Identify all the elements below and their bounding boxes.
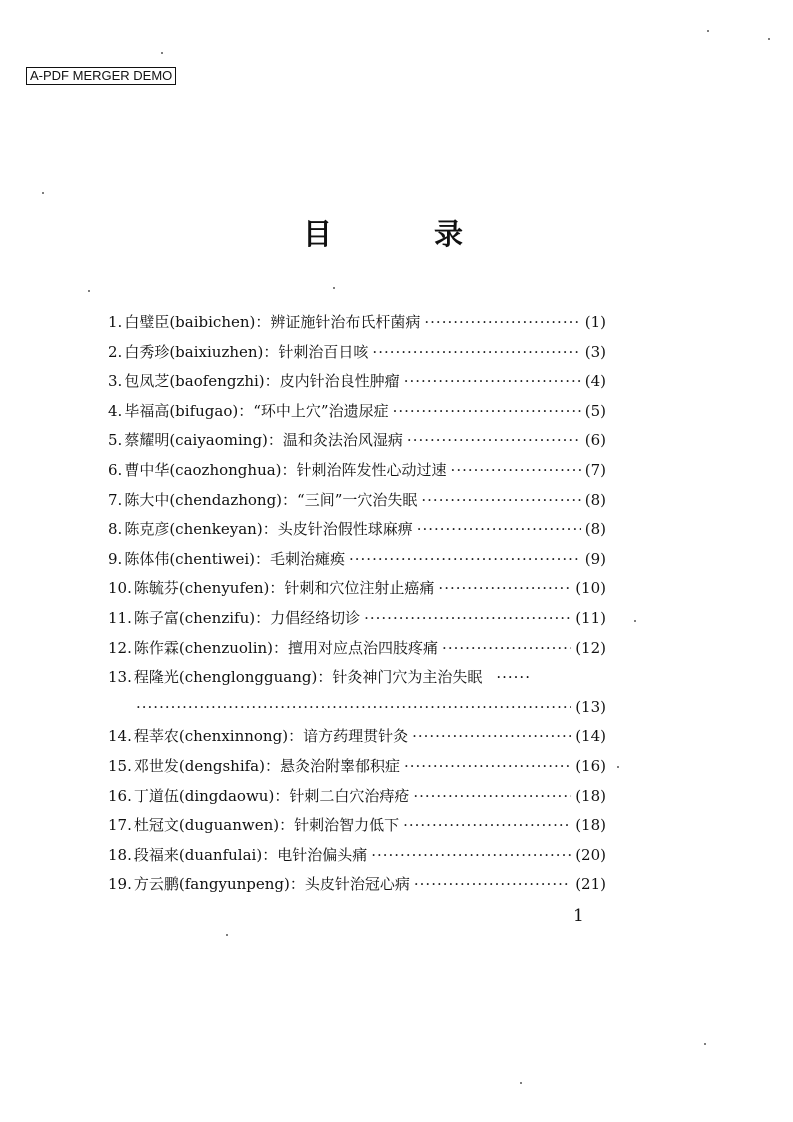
toc-entry: [108, 811, 606, 841]
toc-page-ref: (20): [575, 845, 606, 864]
toc-entry-topic: ：电针治偏头痛: [262, 845, 368, 864]
toc-page-ref: (10): [575, 579, 606, 598]
toc-entry-pinyin: (chenzuolin): [178, 638, 274, 657]
toc-entry-topic: ：针刺和穴位注射止癌痛: [269, 579, 435, 598]
toc-dot-leader: ······: [496, 668, 531, 687]
toc-entry-name: 杜冠文: [133, 816, 179, 835]
toc-entry-name: 白璧臣: [124, 313, 170, 331]
toc-entry: [108, 308, 606, 338]
toc-entry-text: [108, 811, 399, 841]
toc-entry-name: 邓世发: [133, 756, 179, 775]
toc-page-ref: (16): [575, 756, 606, 775]
toc-page-ref: (1): [584, 313, 606, 331]
toc-entry-name: 曹中华: [124, 460, 170, 479]
scan-speck: [520, 1082, 522, 1084]
toc-entry-pinyin: (chenxinnong): [178, 727, 289, 746]
toc-entry-name: 陈大中: [124, 490, 170, 509]
toc-entry-num: 14.: [108, 727, 132, 746]
watermark-label: A-PDF MERGER DEMO: [26, 67, 176, 85]
toc-page-ref: (12): [575, 638, 606, 657]
toc-entry-name: 陈子富: [133, 608, 179, 627]
scan-speck: [617, 766, 619, 768]
toc-entry-topic: ：皮内针治良性肿瘤: [264, 372, 400, 391]
toc-entry-text: [108, 545, 345, 575]
toc-dot-leader: [404, 752, 571, 782]
toc-entry-topic: ：谙方药理贯针灸: [288, 727, 409, 746]
toc-entry: [108, 456, 606, 486]
toc-page-ref: (11): [575, 608, 606, 627]
toc-entry-topic: ：辨证施针治布氏杆菌病: [255, 313, 421, 331]
toc-entry-text: [108, 426, 403, 456]
toc-entry-num: 6.: [108, 460, 123, 479]
toc-entry-pinyin: (bifugao): [169, 401, 239, 420]
scan-speck: [42, 192, 44, 194]
toc-entry-pinyin: (fangyunpeng): [178, 875, 290, 894]
toc-page-ref: (18): [575, 786, 606, 805]
toc-entry-topic: ：针灸神门穴为主治失眠: [317, 668, 483, 687]
scan-speck: [88, 290, 90, 292]
toc-entry: [108, 782, 606, 812]
toc-entry-name: 陈克彦: [124, 520, 170, 539]
toc-entry-pinyin: (chenzifu): [178, 608, 256, 627]
toc-entry-name: 程莘农: [133, 727, 179, 746]
table-of-contents: [108, 308, 606, 900]
toc-entry-pinyin: (baixiuzhen): [169, 342, 264, 361]
toc-dot-leader: [451, 456, 581, 486]
toc-dot-leader: [417, 515, 581, 545]
toc-entry-pinyin: (dengshifa): [178, 756, 265, 775]
toc-dot-leader: [349, 545, 581, 575]
toc-entry-topic: ：针刺治阵发性心动过速: [281, 460, 447, 479]
toc-page-ref: (4): [584, 372, 606, 391]
toc-entry-text: [108, 486, 417, 516]
toc-dot-leader: [404, 367, 581, 397]
toc-entry-pinyin: (chenkeyan): [169, 520, 263, 539]
scan-speck: [226, 934, 228, 936]
toc-entry: [108, 338, 606, 368]
toc-entry-topic: ：针刺治百日咳: [263, 342, 369, 361]
toc-dot-leader: [424, 308, 580, 338]
toc-page-ref: (14): [575, 727, 606, 746]
toc-entry-text: [108, 338, 368, 368]
toc-entry-topic: ：温和灸法治风湿病: [267, 431, 403, 450]
toc-entry-topic: ：针刺治智力低下: [279, 816, 400, 835]
toc-entry-name: 包凤芝: [124, 372, 170, 391]
toc-entry-num: 4.: [108, 401, 123, 420]
toc-entry: [108, 604, 606, 634]
toc-entry-num: 16.: [108, 786, 132, 805]
toc-entry-num: 9.: [108, 549, 123, 568]
toc-dot-leader: [442, 634, 571, 664]
toc-entry-name: 陈作霖: [133, 638, 179, 657]
toc-entry-num: 13.: [108, 668, 132, 687]
toc-entry: [108, 722, 606, 752]
page-title: 目 录: [302, 217, 510, 251]
toc-page-ref: (7): [584, 460, 606, 479]
scan-speck: [704, 1043, 706, 1045]
toc-entry-topic: ：头皮针治冠心病: [289, 875, 410, 894]
toc-entry-topic: ：“环中上穴”治遗尿症: [238, 401, 389, 420]
toc-dot-leader: [412, 722, 571, 752]
toc-entry-pinyin: (chenglongguang): [178, 668, 318, 687]
toc-entry-name: 白秀珍: [124, 342, 170, 361]
toc-entry-num: 18.: [108, 845, 132, 864]
toc-entry-name: 段福来: [133, 845, 179, 864]
toc-dot-leader: [371, 841, 571, 871]
page-number: 1: [573, 906, 584, 926]
toc-entry: [108, 367, 606, 397]
toc-entry-text: [108, 604, 360, 634]
toc-entry-name: 丁道伍: [133, 786, 179, 805]
toc-page-ref: (5): [584, 401, 606, 420]
toc-entry-text: [108, 515, 413, 545]
toc-entry-topic: ：悬灸治附睾郁积症: [264, 756, 400, 775]
toc-entry-topic: ：“三间”一穴治失眠: [282, 490, 418, 509]
toc-entry: [108, 515, 606, 545]
toc-entry-num: 5.: [108, 431, 123, 450]
toc-entry-pinyin: (caiyaoming): [169, 431, 268, 450]
toc-entry: [108, 841, 606, 871]
toc-page-ref: (6): [584, 431, 606, 450]
toc-entry-pinyin: (dingdaowu): [178, 786, 275, 805]
toc-entry-text: [108, 841, 367, 871]
toc-dot-leader: [438, 574, 571, 604]
toc-entry-num: 7.: [108, 490, 123, 509]
scan-speck: [333, 287, 335, 289]
toc-page-ref: (13): [575, 697, 606, 716]
toc-page-ref: (18): [575, 816, 606, 835]
toc-entry-name: 陈体伟: [124, 549, 170, 568]
toc-entry-pinyin: (chendazhong): [169, 490, 283, 509]
toc-dot-leader: [364, 604, 571, 634]
toc-entry: [108, 545, 606, 575]
toc-entry-text: [108, 722, 408, 752]
scan-speck: [768, 38, 770, 40]
toc-entry: [108, 397, 606, 427]
toc-entry: [108, 663, 606, 693]
toc-entry-pinyin: (caozhonghua): [169, 460, 282, 479]
toc-entry-pinyin: (baofengzhi): [169, 372, 265, 391]
toc-dot-leader: [393, 397, 581, 427]
toc-entry-topic: ：力倡经络切诊: [255, 608, 361, 627]
toc-entry-topic: ：毛刺治瘫痪: [254, 549, 345, 568]
toc-entry-text: [108, 752, 400, 782]
toc-entry-text: [108, 663, 482, 693]
toc-entry-continuation: [108, 693, 606, 723]
toc-entry-pinyin: (chentiwei): [169, 549, 255, 568]
toc-entry-text: [108, 634, 438, 664]
toc-entry-pinyin: (duanfulai): [178, 845, 263, 864]
toc-entry-name: 方云鹏: [133, 875, 179, 894]
scan-speck: [707, 30, 709, 32]
toc-entry-name: 毕福高: [124, 401, 170, 420]
toc-entry-name: 陈毓芬: [133, 579, 179, 598]
toc-entry: [108, 870, 606, 900]
toc-dot-leader: [403, 811, 571, 841]
toc-entry-text: [108, 367, 400, 397]
toc-entry-name: 蔡耀明: [124, 431, 170, 450]
toc-entry-num: 10.: [108, 579, 132, 598]
toc-entry: [108, 426, 606, 456]
toc-entry-text: [108, 397, 389, 427]
toc-entry-text: [108, 782, 409, 812]
toc-entry-num: 8.: [108, 520, 123, 539]
toc-entry-topic: ：头皮针治假性球麻痹: [262, 520, 413, 539]
toc-entry-num: 1.: [108, 313, 123, 331]
toc-entry-name: 程隆光: [133, 668, 179, 687]
toc-entry-num: 11.: [108, 608, 132, 627]
toc-entry-text: [108, 308, 420, 338]
toc-entry-num: 3.: [108, 372, 123, 391]
toc-page-ref: (8): [584, 490, 606, 509]
toc-entry-num: 12.: [108, 638, 132, 657]
toc-entry: [108, 574, 606, 604]
toc-dot-leader: [372, 338, 580, 368]
toc-entry-text: [108, 456, 447, 486]
toc-entry-topic: ：擅用对应点治四肢疼痛: [273, 638, 439, 657]
toc-entry-text: [108, 574, 434, 604]
toc-dot-leader: [136, 693, 571, 723]
toc-entry-pinyin: (chenyufen): [178, 579, 270, 598]
toc-entry-text: [108, 870, 410, 900]
toc-entry-pinyin: (duguanwen): [178, 816, 280, 835]
toc-page-ref: (9): [584, 549, 606, 568]
toc-dot-leader: [421, 486, 580, 516]
scan-speck: [634, 620, 636, 622]
toc-dot-leader: [407, 426, 581, 456]
scan-speck: [161, 52, 163, 54]
toc-entry-topic: ：针刺二白穴治痔疮: [274, 786, 410, 805]
toc-page-ref: (21): [575, 875, 606, 894]
toc-page-ref: (8): [584, 520, 606, 539]
toc-entry-pinyin: (baibichen): [169, 313, 256, 331]
toc-dot-leader: [414, 870, 571, 900]
toc-entry-num: 15.: [108, 756, 132, 775]
toc-dot-leader: [413, 782, 571, 812]
toc-page-ref: (3): [584, 342, 606, 361]
toc-entry-num: 19.: [108, 875, 132, 894]
toc-entry-num: 2.: [108, 342, 123, 361]
toc-entry-num: 17.: [108, 816, 132, 835]
toc-entry: [108, 752, 606, 782]
toc-entry: [108, 486, 606, 516]
toc-entry: [108, 634, 606, 664]
